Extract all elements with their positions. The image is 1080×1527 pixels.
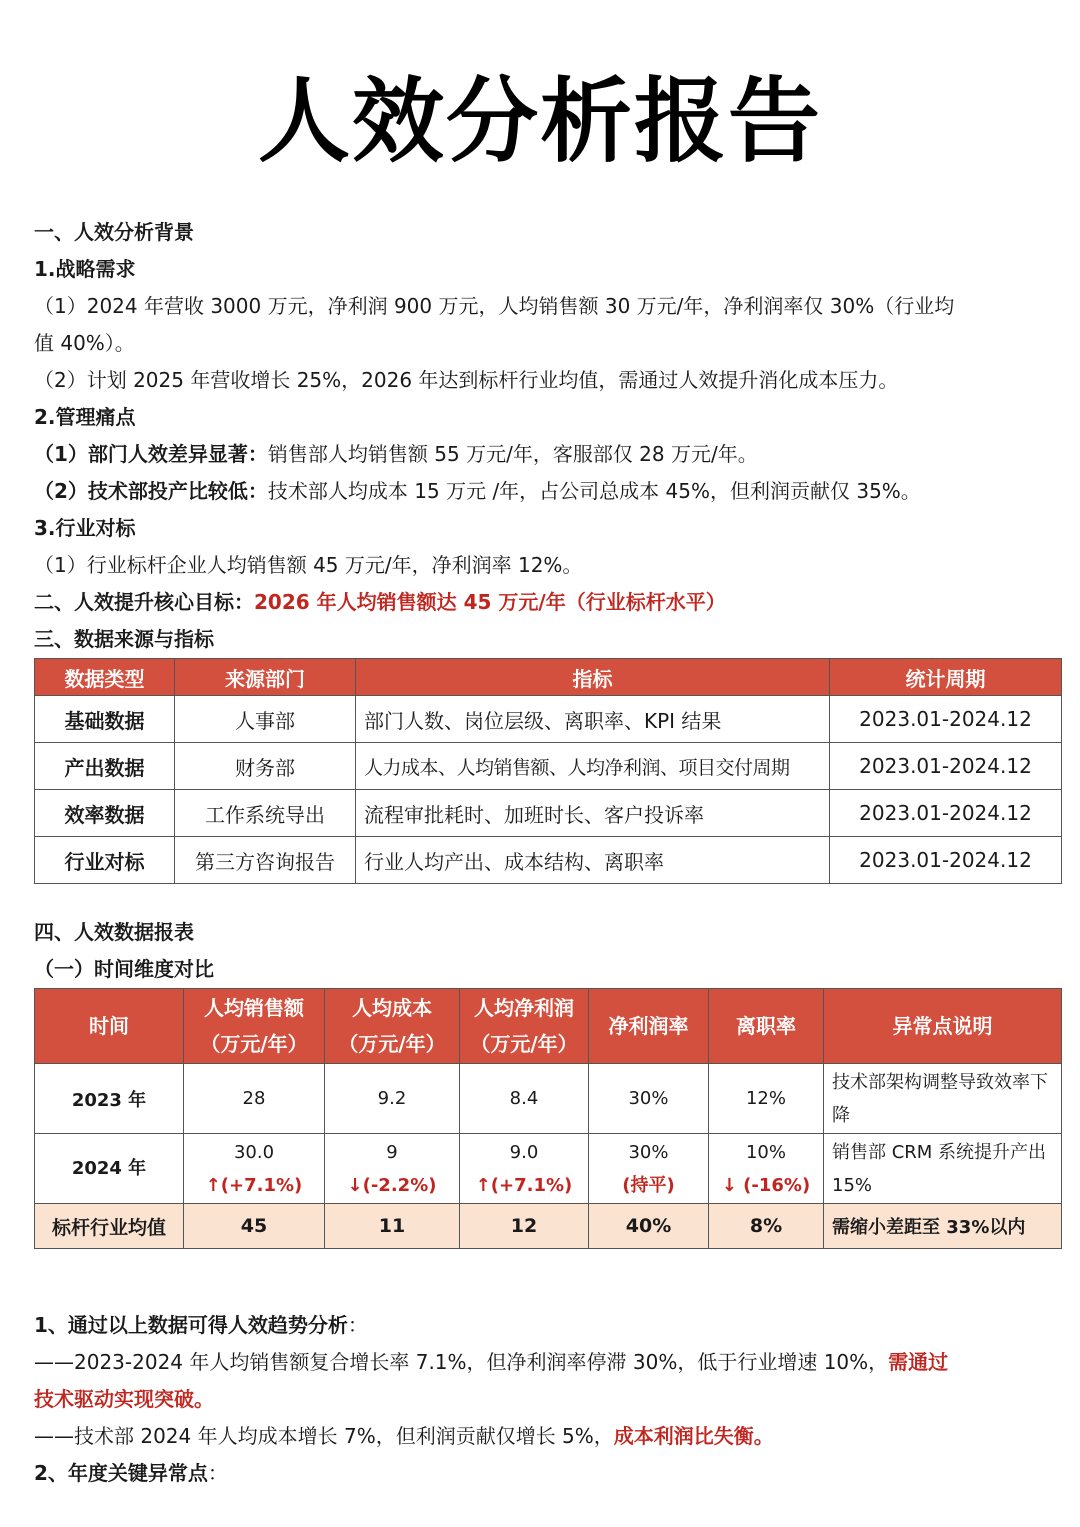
- anomaly-note: 销售部 CRM 系统提升产出 15%: [824, 1134, 1062, 1204]
- section-5: [34, 1307, 1060, 1492]
- paragraph-revenue-line1: （1）2024 年营收 3000 万元，净利润 900 万元，人均销售额 30 万元/年，净利润率仅 30%（行业均: [34, 294, 955, 318]
- page-title: 人效分析报告: [257, 68, 822, 175]
- core-goal: 2026 年人均销售额达 45 万元/年（行业标杆水平）: [254, 590, 726, 614]
- table-cell: 28: [184, 1064, 325, 1134]
- trend-line-1-cont: [34, 1381, 1060, 1418]
- table-row: [35, 790, 1062, 837]
- table-cell: 效率数据: [35, 790, 175, 837]
- trend-line-1-emphasis: 需通过: [888, 1350, 949, 1374]
- change-badge: ↓(-2.2%): [347, 1174, 437, 1196]
- pain-point-2: [34, 473, 1060, 510]
- trend-line-1: [34, 1344, 1060, 1381]
- table-cell: 12: [460, 1204, 589, 1249]
- col-header-unit: （万元/年）: [470, 1032, 578, 1056]
- pain-2-label: （2）技术部投产比较低：: [34, 479, 268, 503]
- table-cell: 流程审批耗时、加班时长、客户投诉率: [356, 790, 830, 837]
- trend-line-2-text: ——技术部 2024 年人均成本增长 7%，但利润贡献仅增长 5%，: [34, 1424, 614, 1448]
- table-cell: 30%: [589, 1064, 709, 1134]
- table-cell: 产出数据: [35, 743, 175, 790]
- cell-value: 9: [386, 1141, 398, 1163]
- table-cell: 人力成本、人均销售额、人均净利润、项目交付周期: [356, 743, 830, 790]
- col-header: 异常点说明: [824, 989, 1062, 1064]
- table-cell: 行业人均产出、成本结构、离职率: [356, 837, 830, 884]
- table-cell: [184, 1134, 325, 1204]
- anomaly-note: 需缩小差距至 33%以内: [824, 1204, 1062, 1249]
- section-3-heading: 三、数据来源与指标: [34, 627, 214, 651]
- table-cell: 财务部: [175, 743, 356, 790]
- table-cell: 工作系统导出: [175, 790, 356, 837]
- col-header: 数据类型: [35, 659, 175, 696]
- table-cell: 第三方咨询报告: [175, 837, 356, 884]
- colon: ：: [207, 1461, 228, 1485]
- section-4: [34, 914, 1060, 1249]
- anomaly-note: 技术部架构调整导致效率下降: [824, 1064, 1062, 1134]
- col-header: [460, 989, 589, 1064]
- table-cell: 2023 年: [35, 1064, 184, 1134]
- table-cell: 部门人数、岗位层级、离职率、KPI 结果: [356, 696, 830, 743]
- table-cell: 9.2: [325, 1064, 460, 1134]
- paragraph-plan: （2）计划 2025 年营收增长 25%，2026 年达到标杆行业均值，需通过人效提升消化成本压力。: [34, 368, 899, 392]
- time-comparison-table: [34, 988, 1062, 1249]
- change-badge: ↑(+7.1%): [205, 1174, 303, 1196]
- table-cell: [589, 1134, 709, 1204]
- report-body: [34, 214, 1060, 1492]
- col-header-unit: （万元/年）: [338, 1032, 446, 1056]
- table-row-benchmark: [35, 1204, 1062, 1249]
- trend-heading-text: 1、通过以上数据可得人效趋势分析: [34, 1313, 348, 1337]
- table-cell: 12%: [709, 1064, 824, 1134]
- col-header: 时间: [35, 989, 184, 1064]
- table-cell: 40%: [589, 1204, 709, 1249]
- subsection-time: （一）时间维度对比: [34, 957, 214, 981]
- table-row-2023: [35, 1064, 1062, 1134]
- cell-value: 30.0: [233, 1141, 275, 1163]
- table-cell: 8.4: [460, 1064, 589, 1134]
- table-row: [35, 696, 1062, 743]
- table-row: [35, 837, 1062, 884]
- anomaly-heading: [34, 1455, 1060, 1492]
- table-cell: 2023.01-2024.12: [830, 743, 1062, 790]
- subsection-strategy: 1.战略需求: [34, 257, 136, 281]
- section-4-heading: 四、人效数据报表: [34, 920, 194, 944]
- table-cell: 2023.01-2024.12: [830, 696, 1062, 743]
- col-header: 来源部门: [175, 659, 356, 696]
- table-cell: 2024 年: [35, 1134, 184, 1204]
- col-header: [325, 989, 460, 1064]
- cell-value: 30%: [628, 1141, 669, 1163]
- cell-value: 10%: [745, 1141, 786, 1163]
- pain-2-text: 技术部人均成本 15 万元 /年，占公司总成本 45%，但利润贡献仅 35%。: [267, 479, 921, 503]
- col-header: 离职率: [709, 989, 824, 1064]
- subsection-benchmark: 3.行业对标: [34, 516, 136, 540]
- table-cell: 11: [325, 1204, 460, 1249]
- table-cell: [709, 1134, 824, 1204]
- trend-line-2-emphasis: 成本利润比失衡。: [613, 1424, 774, 1448]
- table-header-row: [35, 989, 1062, 1064]
- change-badge: ↑(+7.1%): [475, 1174, 573, 1196]
- col-header-label: 人均净利润: [474, 996, 574, 1020]
- col-header-label: 人均销售额: [204, 996, 304, 1020]
- paragraph-benchmark: （1）行业标杆企业人均销售额 45 万元/年，净利润率 12%。: [34, 553, 583, 577]
- change-badge: (持平): [622, 1174, 675, 1196]
- table-cell: 2023.01-2024.12: [830, 790, 1062, 837]
- table-cell: 2023.01-2024.12: [830, 837, 1062, 884]
- colon: ：: [347, 1313, 368, 1337]
- cell-value: 9.0: [509, 1141, 539, 1163]
- pain-1-label: （1）部门人效差异显著：: [34, 442, 268, 466]
- table-cell: 45: [184, 1204, 325, 1249]
- table-cell: 基础数据: [35, 696, 175, 743]
- table-header-row: [35, 659, 1062, 696]
- col-header-unit: （万元/年）: [200, 1032, 308, 1056]
- table-cell: [325, 1134, 460, 1204]
- section-2-heading: [34, 584, 1060, 621]
- table-cell: 标杆行业均值: [35, 1204, 184, 1249]
- section-2-label: 二、人效提升核心目标：: [34, 590, 254, 614]
- col-header: [184, 989, 325, 1064]
- anomaly-heading-text: 2、年度关键异常点: [34, 1461, 208, 1485]
- pain-point-1: [34, 436, 1060, 473]
- table-row: [35, 743, 1062, 790]
- table-cell: 人事部: [175, 696, 356, 743]
- table-cell: [460, 1134, 589, 1204]
- table-row-2024: [35, 1134, 1062, 1204]
- section-1-heading: 一、人效分析背景: [34, 220, 194, 244]
- col-header-label: 人均成本: [352, 996, 432, 1020]
- trend-line-2: [34, 1418, 1060, 1455]
- change-badge: ↓ (-16%): [721, 1174, 811, 1196]
- table-cell: 行业对标: [35, 837, 175, 884]
- col-header: 指标: [356, 659, 830, 696]
- trend-line-1-text: ——2023-2024 年人均销售额复合增长率 7.1%，但净利润率停滞 30%，低于行业增速 10%，: [34, 1350, 889, 1374]
- trend-line-1-emphasis-cont: 技术驱动实现突破。: [34, 1387, 214, 1411]
- paragraph-revenue-line2: 值 40%）。: [34, 331, 135, 355]
- col-header: 净利润率: [589, 989, 709, 1064]
- pain-1-text: 销售部人均销售额 55 万元/年，客服部仅 28 万元/年。: [267, 442, 758, 466]
- data-source-table: [34, 658, 1062, 884]
- col-header: 统计周期: [830, 659, 1062, 696]
- table-cell: 8%: [709, 1204, 824, 1249]
- subsection-pain: 2.管理痛点: [34, 405, 136, 429]
- trend-heading: [34, 1307, 1060, 1344]
